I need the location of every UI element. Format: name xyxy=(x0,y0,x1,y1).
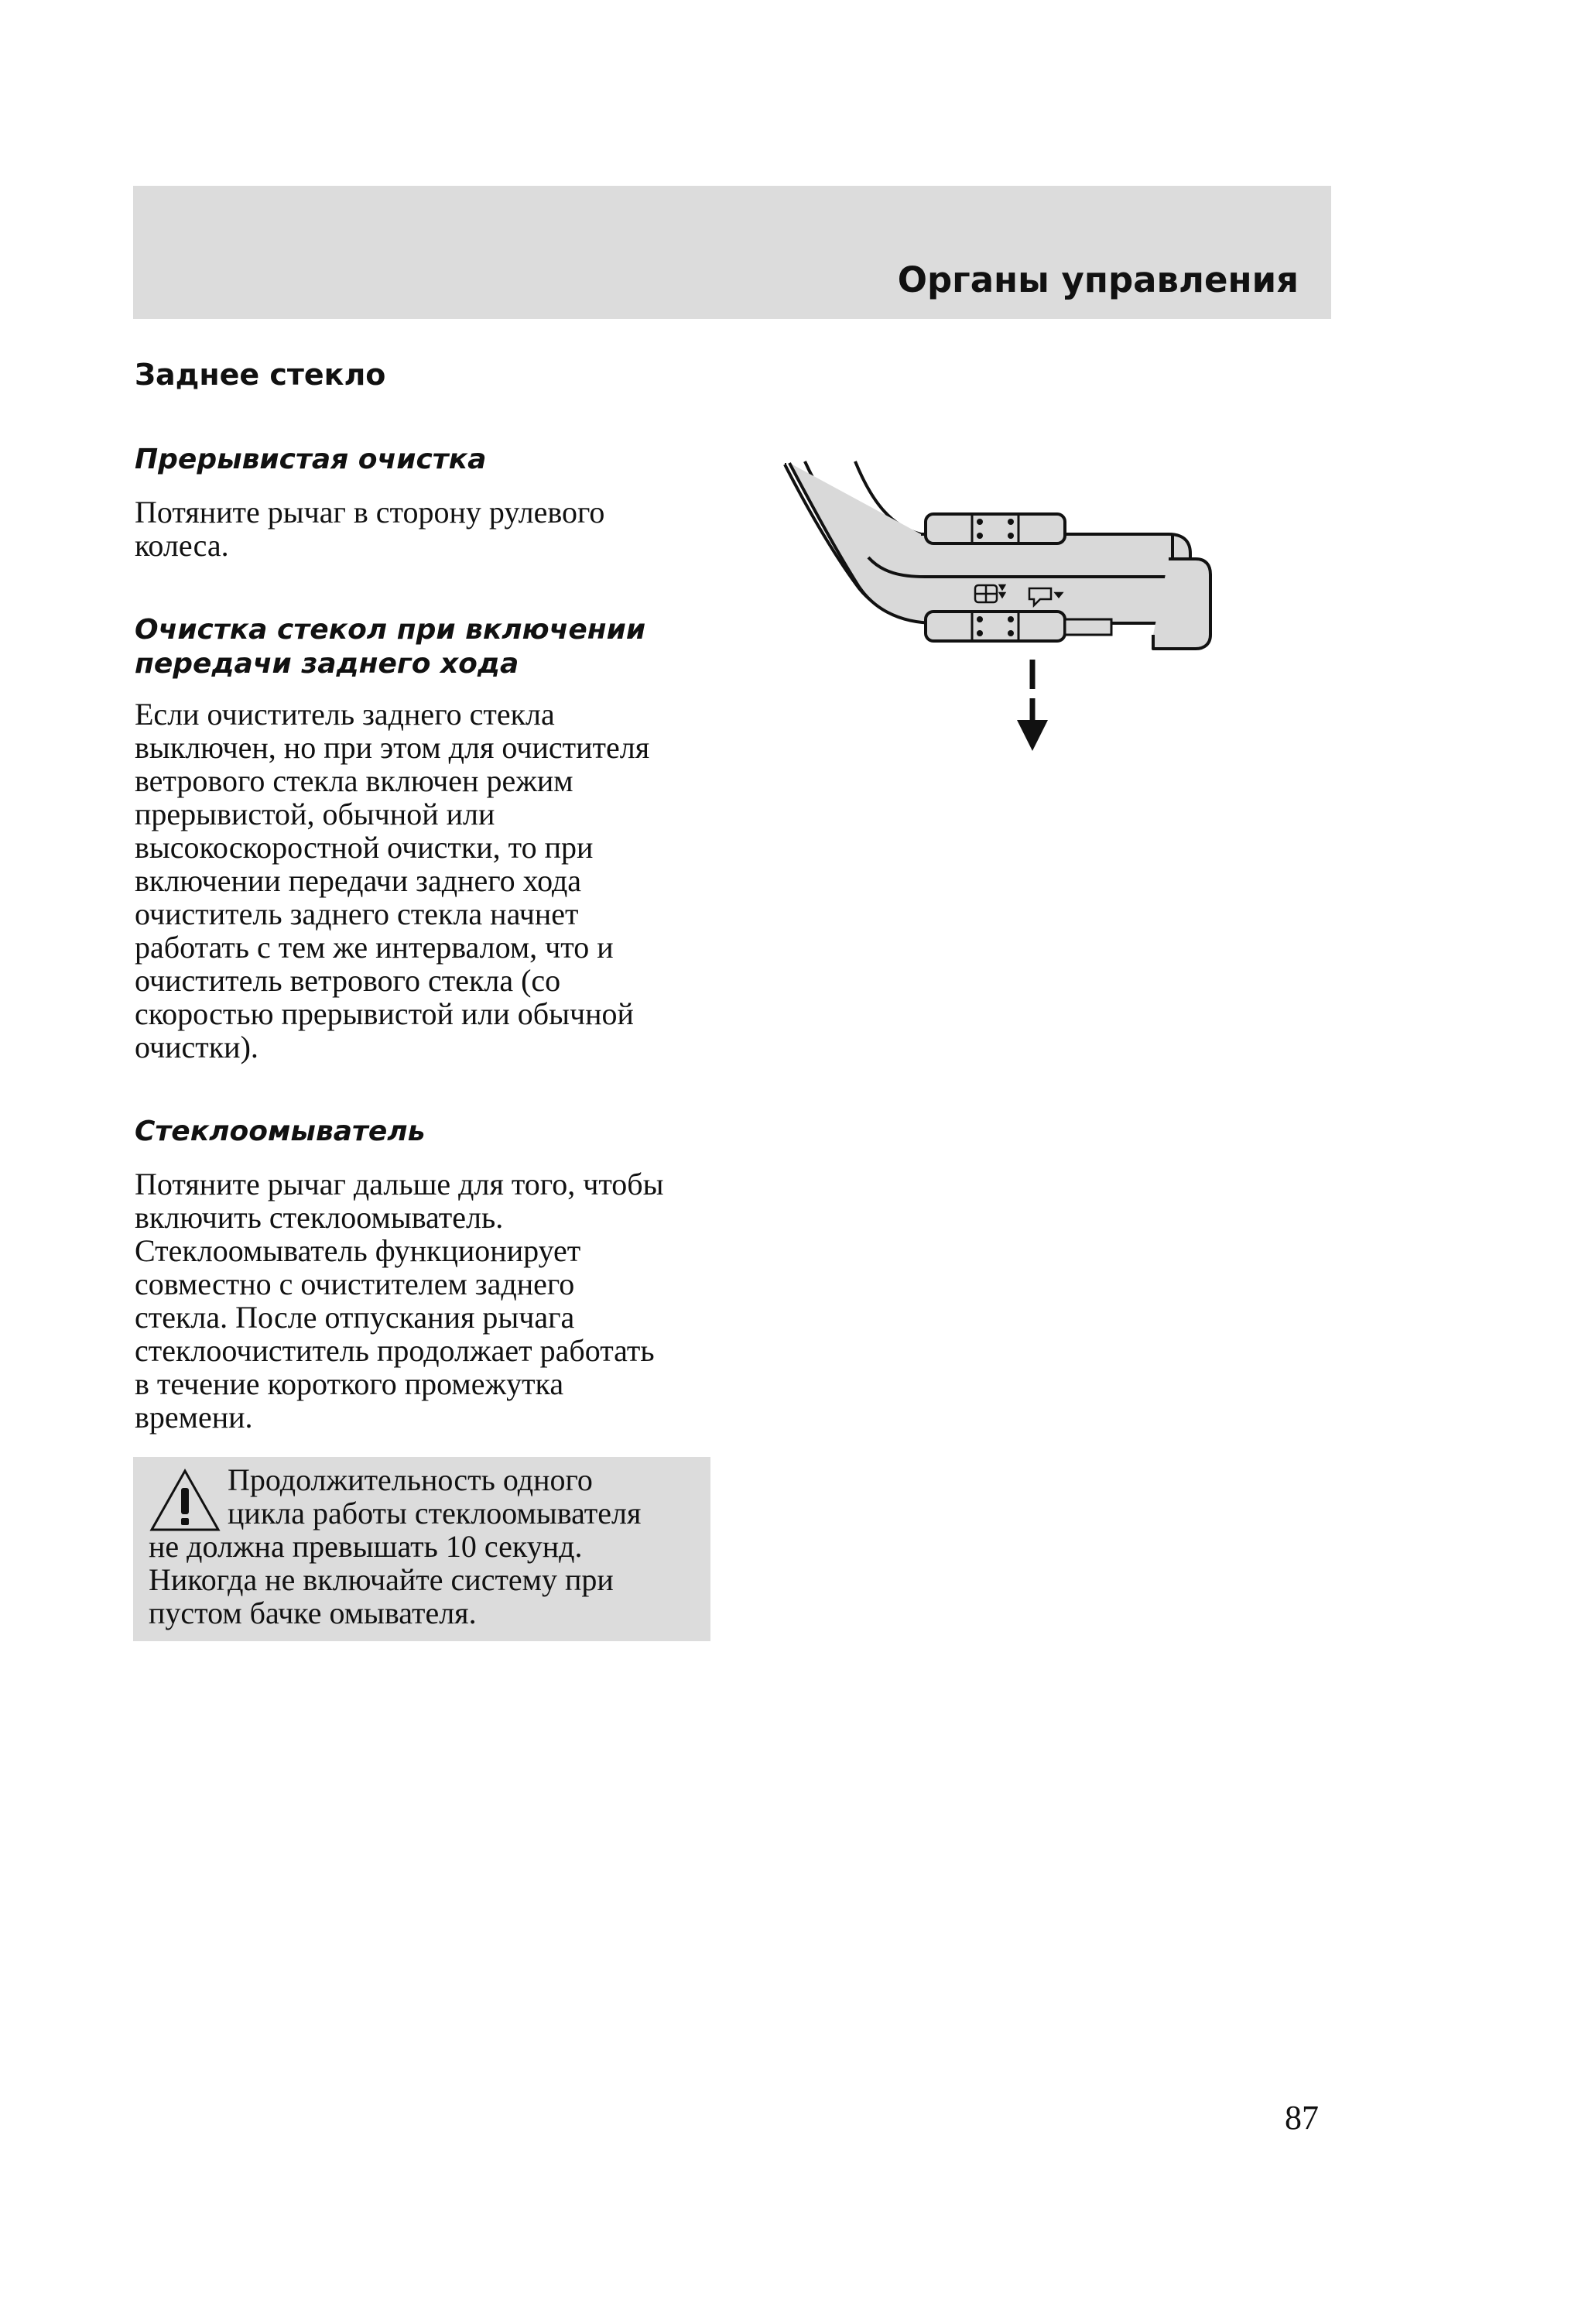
subheading-line: Очистка стекол при включении xyxy=(135,614,646,646)
header-band xyxy=(133,186,1331,319)
warning-line: Продолжительность одного xyxy=(228,1462,593,1497)
text-line: скоростью прерывистой или обычной xyxy=(135,996,634,1031)
text-line: очиститель ветрового стекла (со xyxy=(135,963,561,998)
top-thumbwheel xyxy=(926,514,1065,543)
subheading-line: Прерывистая очистка xyxy=(135,444,487,475)
text-line: Стеклоомыватель функционирует xyxy=(135,1233,581,1268)
warning-line: цикла работы стеклоомывателя xyxy=(228,1496,642,1530)
paragraph-washer xyxy=(135,1167,707,1434)
paragraph-intermittent xyxy=(135,495,707,562)
text-line: включении передачи заднего хода xyxy=(135,863,582,898)
text-line: прерывистой, обычной или xyxy=(135,797,495,831)
text-line: высокоскоростной очистки, то при xyxy=(135,830,594,865)
warning-line: пустом бачке омывателя. xyxy=(149,1596,477,1630)
warning-line: Никогда не включайте систему при xyxy=(149,1562,614,1597)
pull-direction-arrow-icon xyxy=(1017,660,1048,751)
text-line: в течение короткого промежутка xyxy=(135,1366,564,1401)
text-line: очиститель заднего стекла начнет xyxy=(135,896,579,931)
text-line: очистки). xyxy=(135,1030,258,1064)
subheading-washer xyxy=(135,1115,425,1149)
text-line: ветрового стекла включен режим xyxy=(135,763,573,798)
warning-box xyxy=(133,1457,710,1641)
warning-line: не должна превышать 10 секунд. xyxy=(149,1529,583,1564)
text-line: времени. xyxy=(135,1400,253,1435)
warning-text xyxy=(149,1463,700,1630)
text-line: колеса. xyxy=(135,528,229,563)
text-line: стеклоочиститель продолжает работать xyxy=(135,1333,655,1368)
text-line: выключен, но при этом для очистителя xyxy=(135,730,650,765)
page-number: 87 xyxy=(1285,2099,1319,2137)
section-title: Заднее стекло xyxy=(135,358,386,392)
subheading-reverse-gear xyxy=(135,613,645,681)
text-line: совместно с очистителем заднего xyxy=(135,1267,575,1301)
text-line: Потяните рычаг в сторону рулевого xyxy=(135,495,605,530)
text-line: включить стеклоомыватель. xyxy=(135,1200,504,1235)
wiper-stalk-illustration xyxy=(782,457,1231,766)
subheading-line: Стеклоомыватель xyxy=(135,1116,426,1147)
text-line: Если очиститель заднего стекла xyxy=(135,697,555,732)
subheading-line: передачи заднего хода xyxy=(135,648,519,680)
text-line: стекла. После отпускания рычага xyxy=(135,1300,575,1335)
paragraph-reverse-gear xyxy=(135,698,707,1064)
page-title: Органы управления xyxy=(897,259,1299,300)
text-line: Потяните рычаг дальше для того, чтобы xyxy=(135,1167,664,1201)
subheading-intermittent xyxy=(135,443,486,477)
text-line: работать с тем же интервалом, что и xyxy=(135,930,614,965)
